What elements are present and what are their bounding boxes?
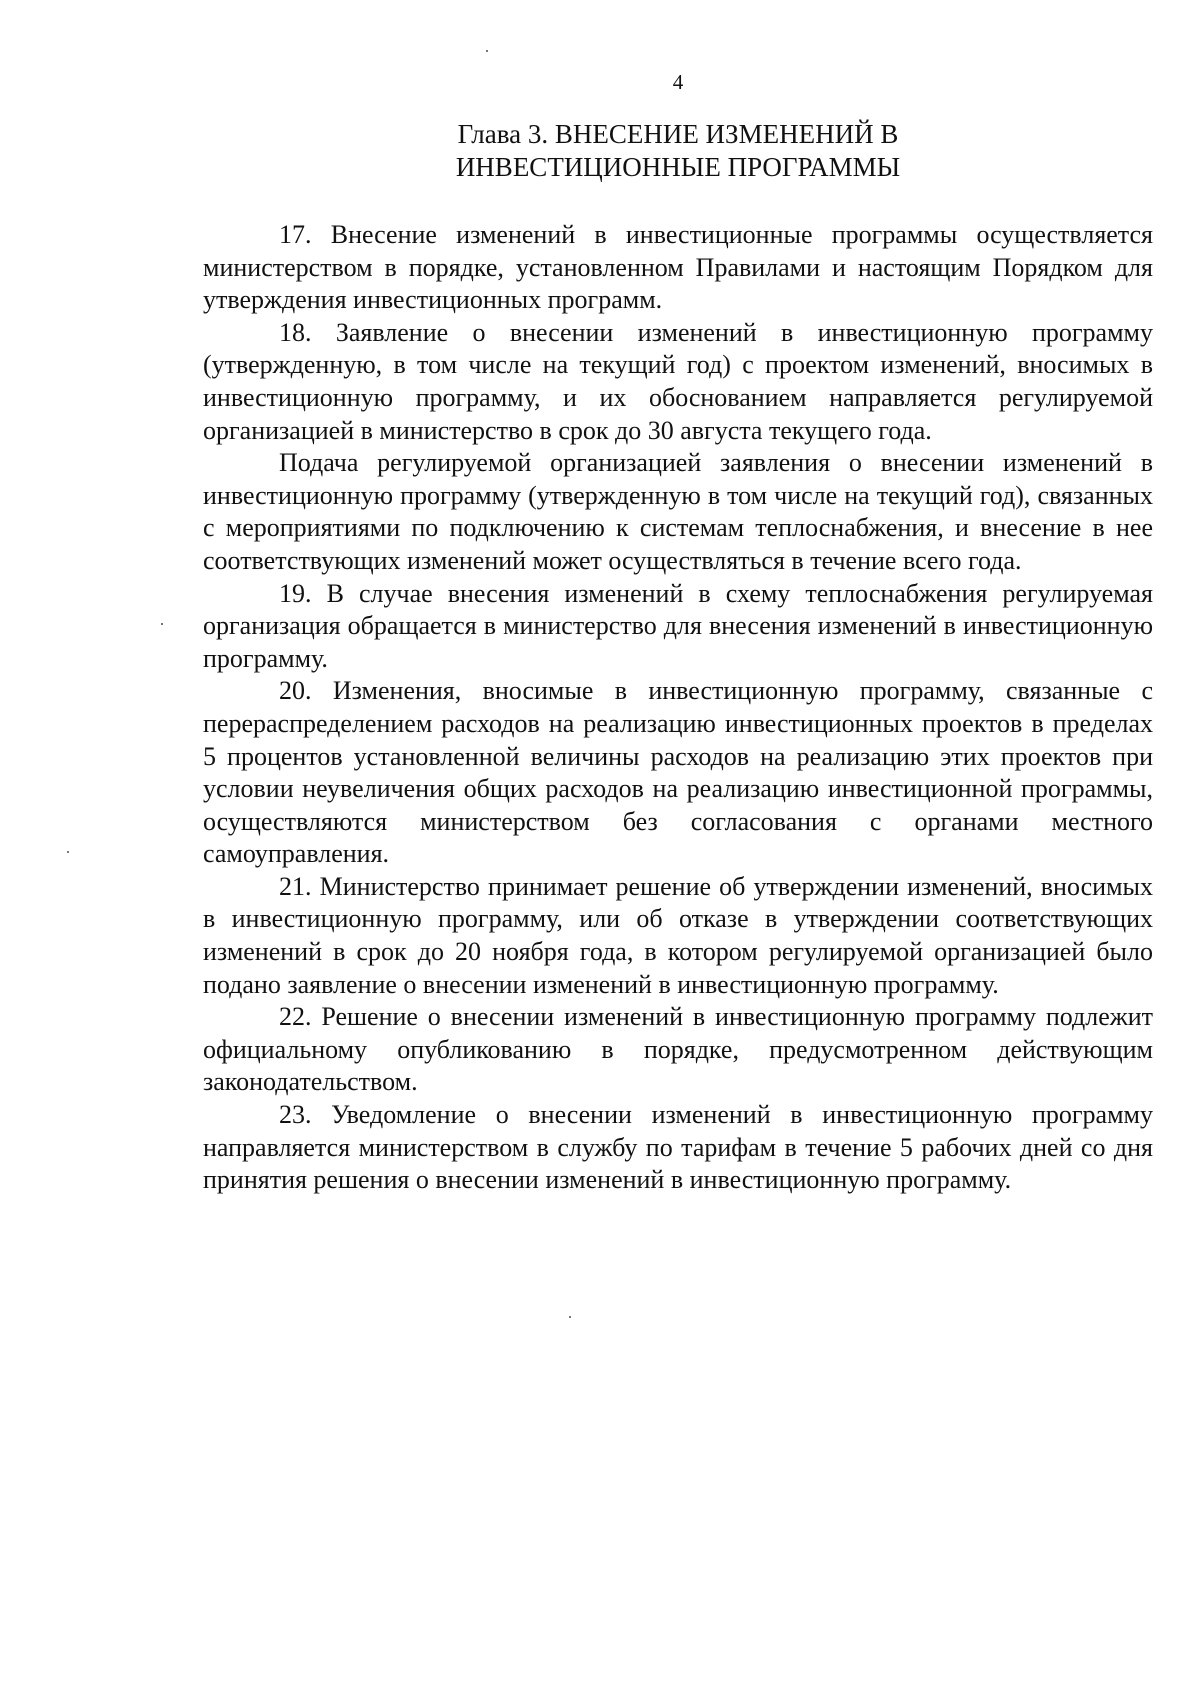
paragraph-21: 21. Министерство принимает решение об утверждении изменений, вносимых в инвестиционную программу, или об отказе в утверждении соответствующих изменений в срок до 20 ноября года, в котором регулируемой организацией было подано заявление о внесении изменений в инвестиционную программу. (203, 871, 1153, 999)
scan-dot (569, 1316, 571, 1318)
paragraph-18-continued: Подача регулируемой организацией заявления о внесении изменений в инвестиционную программу (утвержденную в том числе на текущий год), связанных с мероприятиями по подключению к системам теплоснабжения, и внесение в нее соответствующих изменений может осуществляться в течение всего года. (203, 448, 1153, 575)
paragraph-18: 18. Заявление о внесении изменений в инвестиционную программу (утвержденную, в том числе на текущий год) с проектом изменений, вносимых в инвестиционную программу, и их обоснованием направляется регулируемой организацией в министерство в срок до 30 августа текущего года. (203, 317, 1153, 445)
paragraph-17: 17. Внесение изменений в инвестиционные программы осуществляется министерством в порядке, установленном Правилами и настоящим Порядком для утверждения инвестиционных программ. (203, 220, 1153, 315)
scan-dot (67, 851, 69, 853)
scan-dot (161, 623, 163, 625)
scan-dot (486, 50, 488, 52)
chapter-title (0, 118, 1200, 184)
document-body (203, 219, 1153, 1197)
chapter-title-line-1: Глава 3. ВНЕСЕНИЕ ИЗМЕНЕНИЙ В (457, 119, 899, 149)
paragraph-22: 22. Решение о внесении изменений в инвестиционную программу подлежит официальному опубликованию в порядке, предусмотренном действующим законодательством. (203, 1002, 1153, 1097)
page-number: 4 (672, 70, 684, 94)
paragraph-20: 20. Изменения, вносимые в инвестиционную программу, связанные с перераспределением расходов на реализацию инвестиционных проектов в пределах 5 процентов установленной величины расходов на реализацию этих проектов при условии неувеличения общих расходов на реализацию инвестиционной программы, осуществляются министерством без согласования с органами местного самоуправления. (203, 676, 1153, 869)
chapter-title-line-2: ИНВЕСТИЦИОННЫЕ ПРОГРАММЫ (455, 152, 901, 182)
paragraph-19: 19. В случае внесения изменений в схему теплоснабжения регулируемая организация обращается в министерство для внесения изменений в инвестиционную программу. (203, 578, 1153, 673)
paragraph-23: 23. Уведомление о внесении изменений в инвестиционную программу направляется министерством в службу по тарифам в течение 5 рабочих дней со дня принятия решения о внесении изменений в инвестиционную программу. (203, 1100, 1153, 1195)
